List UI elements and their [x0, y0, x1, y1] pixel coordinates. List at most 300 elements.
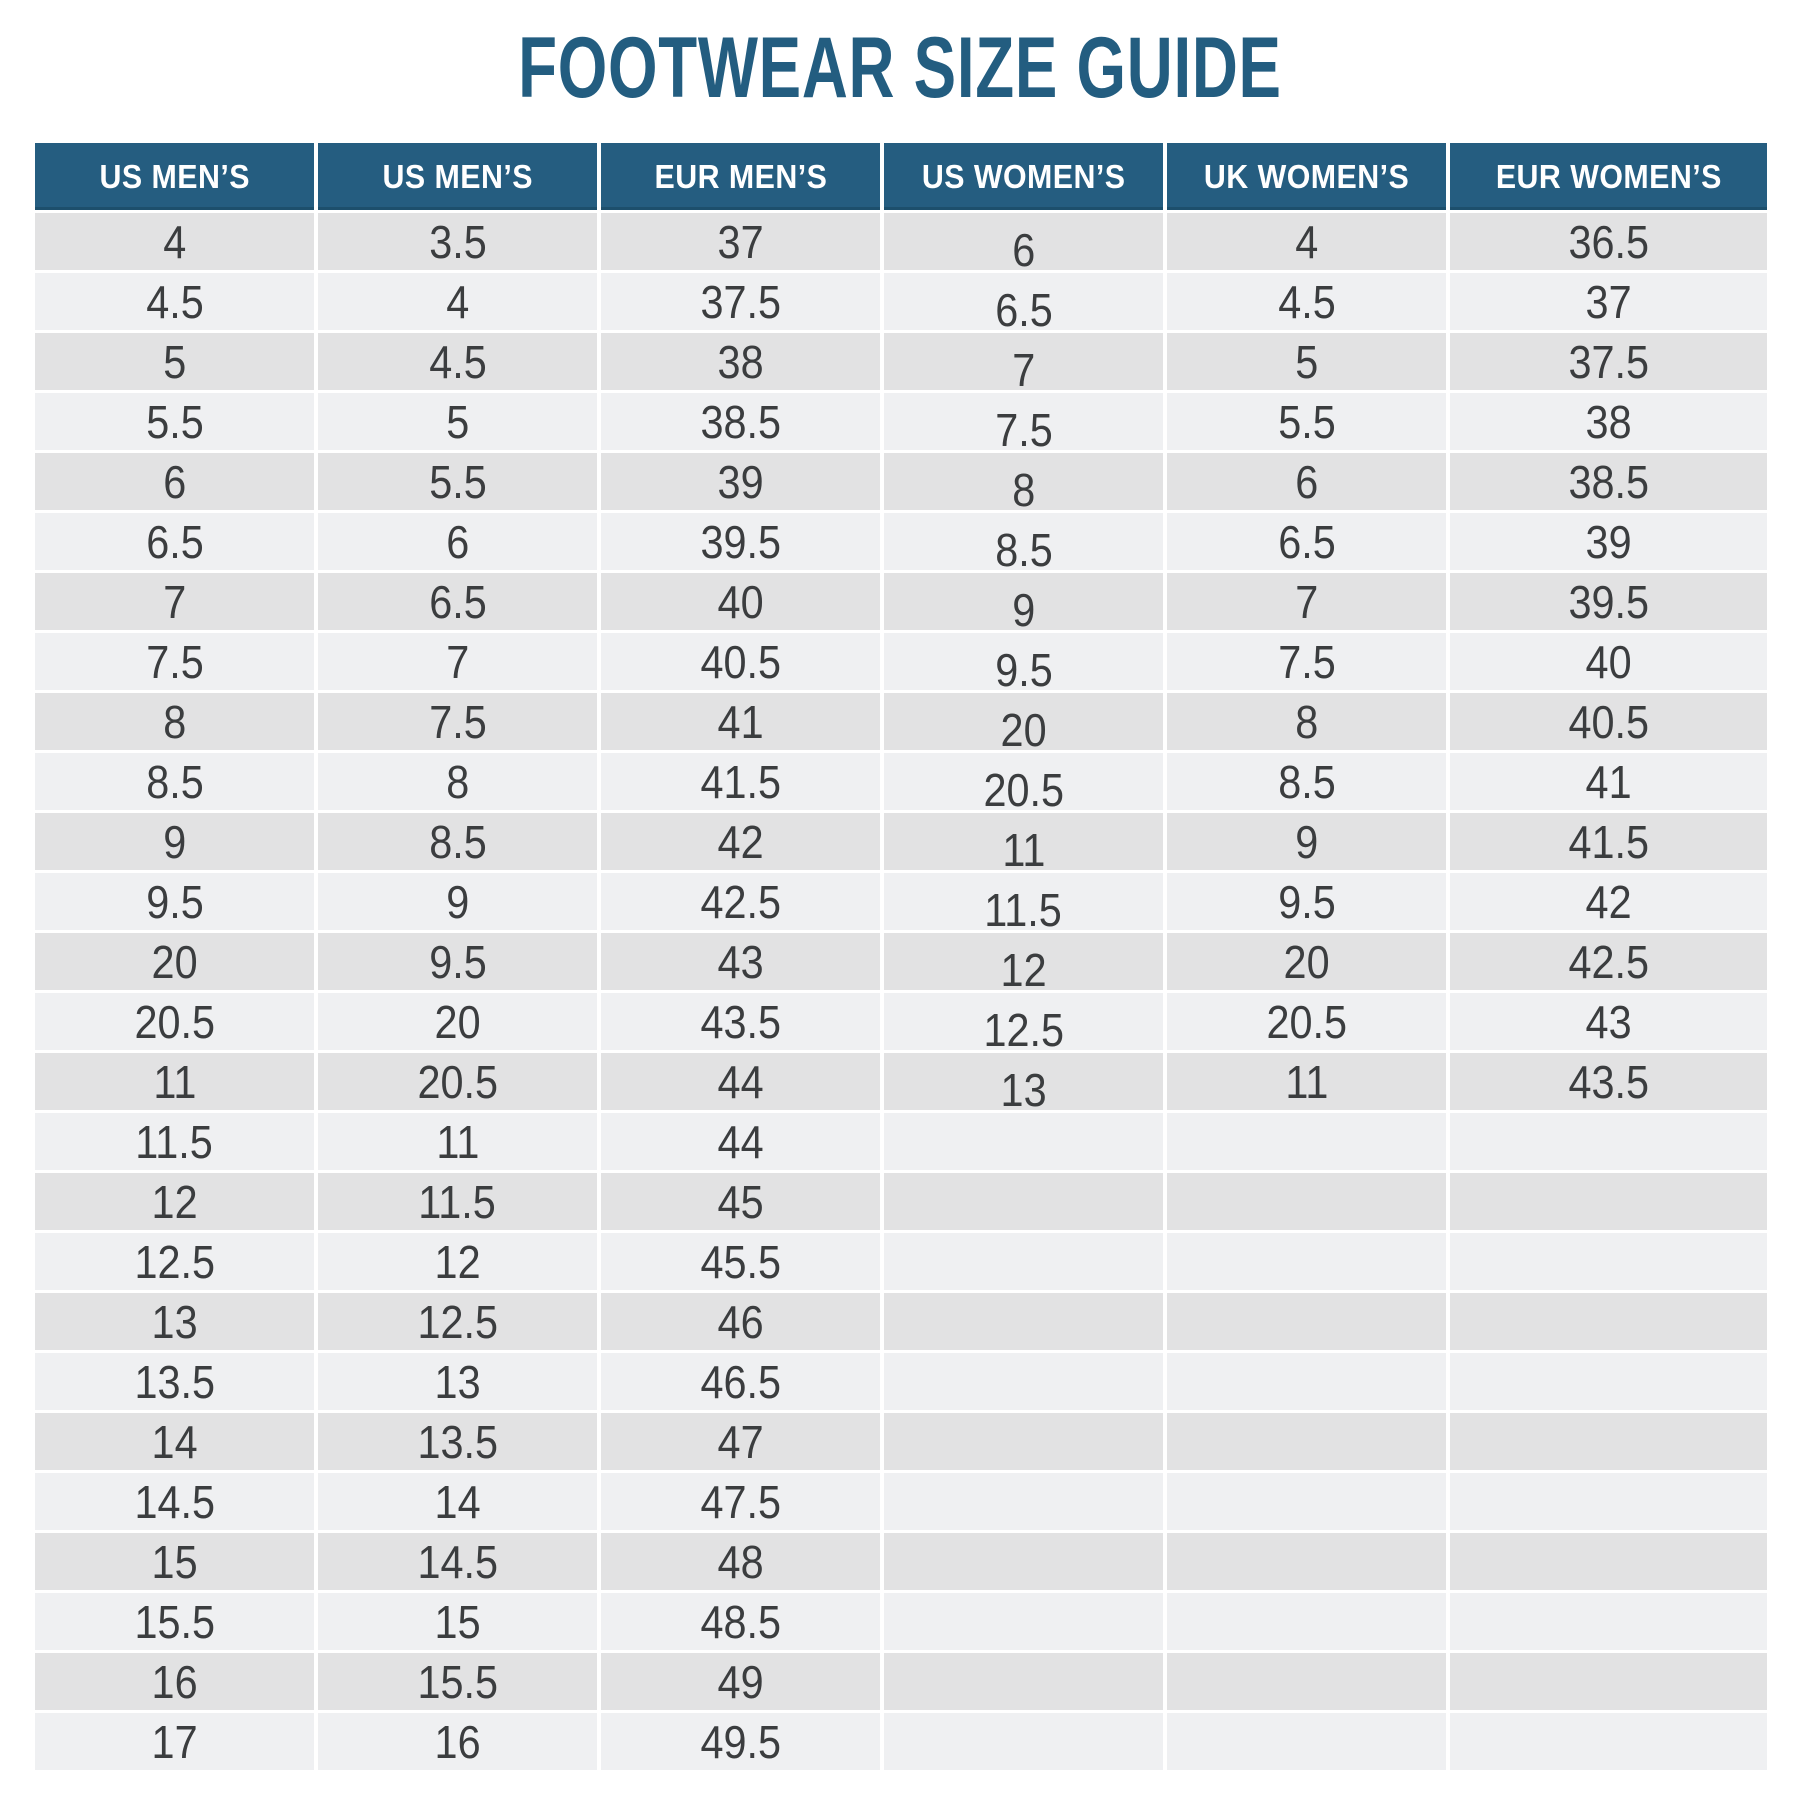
size-cell [1450, 333, 1767, 393]
size-cell [35, 393, 318, 453]
size-cell-value: 44 [717, 1055, 764, 1108]
size-cell-value: 20.5 [417, 1055, 498, 1108]
column-header-eur-mens [601, 143, 884, 213]
size-cell [1167, 813, 1450, 873]
size-cell-value: 8.5 [145, 755, 204, 808]
size-cell [601, 873, 884, 933]
size-cell-value: 16 [151, 1655, 198, 1708]
size-cell [1450, 273, 1767, 333]
size-cell [884, 573, 1167, 633]
size-cell [1167, 993, 1450, 1053]
size-cell [884, 1533, 1167, 1593]
size-cell-value: 13.5 [134, 1355, 215, 1408]
size-cell [318, 1713, 601, 1773]
size-cell-value: 13.5 [417, 1415, 498, 1468]
size-cell-value: 49.5 [700, 1715, 781, 1768]
column-header-label: UK WOMEN’S [1203, 157, 1410, 195]
size-cell [318, 1353, 601, 1413]
size-cell [1450, 1173, 1767, 1233]
size-cell-value: 38.5 [700, 395, 781, 448]
table-row [35, 333, 1767, 393]
size-cell-value: 5 [445, 395, 470, 448]
size-cell [1450, 1713, 1767, 1773]
size-cell-value: 6 [445, 515, 470, 568]
size-cell-value: 40 [1585, 635, 1632, 688]
size-cell [318, 933, 601, 993]
size-cell [35, 1653, 318, 1713]
size-cell [318, 1233, 601, 1293]
size-cell [601, 273, 884, 333]
size-cell [1167, 933, 1450, 993]
column-header-us-mens-1 [35, 143, 318, 213]
table-row [35, 1053, 1767, 1113]
size-cell [884, 933, 1167, 993]
size-cell [1450, 993, 1767, 1053]
size-cell [884, 813, 1167, 873]
table-row [35, 633, 1767, 693]
size-cell [1450, 393, 1767, 453]
size-cell [884, 273, 1167, 333]
size-cell-value: 4.5 [145, 275, 204, 328]
size-cell-value: 49 [717, 1655, 764, 1708]
size-cell [1167, 1473, 1450, 1533]
size-cell [884, 1053, 1167, 1113]
column-header-label: US MEN’S [99, 157, 250, 195]
size-cell-value: 46 [717, 1295, 764, 1348]
size-cell-value: 8 [1011, 463, 1036, 513]
size-cell [35, 453, 318, 513]
size-cell [884, 213, 1167, 273]
size-cell-value: 11.5 [418, 1175, 497, 1228]
size-cell-value: 39.5 [700, 515, 781, 568]
size-cell-value: 12.5 [417, 1295, 498, 1348]
table-row [35, 1353, 1767, 1413]
size-cell [1167, 1533, 1450, 1593]
size-table-header [35, 143, 1767, 213]
size-cell-value: 7 [445, 635, 470, 688]
size-cell [1450, 1353, 1767, 1413]
size-cell-value: 43 [1585, 995, 1632, 1048]
size-cell [1167, 1053, 1450, 1113]
size-cell [884, 1473, 1167, 1533]
size-cell [318, 1173, 601, 1233]
column-header-eur-womens [1450, 143, 1767, 213]
size-cell-value: 39 [1585, 515, 1632, 568]
column-header-uk-womens [1167, 143, 1450, 213]
size-cell [884, 633, 1167, 693]
size-cell-value: 6.5 [145, 515, 204, 568]
size-cell-value: 37 [1585, 275, 1632, 328]
size-cell [884, 1233, 1167, 1293]
size-cell [601, 453, 884, 513]
size-cell-value: 6.5 [1277, 515, 1336, 568]
size-cell [35, 273, 318, 333]
size-cell-value: 9 [1011, 583, 1036, 633]
size-cell-value: 40 [717, 575, 764, 628]
size-cell-value: 8.5 [994, 523, 1053, 573]
size-cell [1450, 513, 1767, 573]
size-cell [318, 873, 601, 933]
size-cell-value: 5 [1294, 335, 1319, 388]
size-cell [1450, 1233, 1767, 1293]
size-cell [601, 933, 884, 993]
size-cell-value: 41.5 [700, 755, 781, 808]
size-cell [318, 1113, 601, 1173]
size-cell [318, 753, 601, 813]
size-cell-value: 43.5 [1568, 1055, 1649, 1108]
size-cell [884, 1653, 1167, 1713]
size-cell [35, 1173, 318, 1233]
size-cell-value: 5 [162, 335, 187, 388]
size-cell [1167, 753, 1450, 813]
size-cell [884, 1113, 1167, 1173]
size-cell-value: 15.5 [417, 1655, 498, 1708]
size-cell-value: 37.5 [1568, 335, 1649, 388]
size-cell-value: 9.5 [145, 875, 204, 928]
size-cell-value: 9 [162, 815, 187, 868]
column-header-label: US MEN’S [382, 157, 533, 195]
size-cell [35, 753, 318, 813]
size-cell [1167, 453, 1450, 513]
size-cell-value: 9 [1294, 815, 1319, 868]
size-cell [884, 1173, 1167, 1233]
size-cell [884, 1593, 1167, 1653]
size-cell-value: 7.5 [428, 695, 487, 748]
size-cell-value: 7 [1011, 343, 1036, 393]
size-cell-value: 8.5 [428, 815, 487, 868]
table-row [35, 573, 1767, 633]
size-cell-value: 11.5 [984, 883, 1063, 933]
size-cell [601, 1653, 884, 1713]
table-row [35, 1113, 1767, 1173]
size-cell-value: 43.5 [700, 995, 781, 1048]
size-cell [601, 333, 884, 393]
size-cell-value: 15.5 [134, 1595, 215, 1648]
size-cell-value: 42 [717, 815, 764, 868]
size-cell [1167, 573, 1450, 633]
size-cell-value: 7.5 [994, 403, 1053, 453]
size-cell [1167, 393, 1450, 453]
size-cell [884, 873, 1167, 933]
size-cell [601, 1473, 884, 1533]
size-cell [601, 1533, 884, 1593]
size-cell [318, 1653, 601, 1713]
size-cell [1167, 693, 1450, 753]
size-cell-value: 42 [1585, 875, 1632, 928]
size-cell [601, 633, 884, 693]
size-cell [35, 1413, 318, 1473]
size-cell-value: 6.5 [428, 575, 487, 628]
size-cell [884, 993, 1167, 1053]
size-cell [601, 1233, 884, 1293]
size-cell-value: 38 [1585, 395, 1632, 448]
size-cell-value: 39 [717, 455, 764, 508]
size-cell-value: 8 [1294, 695, 1319, 748]
size-cell-value: 20 [151, 935, 198, 988]
size-cell [601, 1053, 884, 1113]
size-cell-value: 11 [1284, 1055, 1328, 1108]
size-cell-value: 47.5 [700, 1475, 781, 1528]
size-cell [318, 1533, 601, 1593]
size-cell [601, 993, 884, 1053]
size-cell [1167, 633, 1450, 693]
size-cell [884, 393, 1167, 453]
table-row [35, 213, 1767, 273]
size-cell [318, 393, 601, 453]
size-cell [601, 753, 884, 813]
size-cell-value: 4.5 [1277, 275, 1336, 328]
size-cell-value: 41 [717, 695, 764, 748]
size-cell [1450, 1473, 1767, 1533]
size-cell [35, 1473, 318, 1533]
size-cell [35, 993, 318, 1053]
size-cell [884, 513, 1167, 573]
size-cell [1167, 1653, 1450, 1713]
size-cell [1450, 1593, 1767, 1653]
size-cell-value: 13 [434, 1355, 481, 1408]
size-cell-value: 40.5 [700, 635, 781, 688]
size-cell [1450, 453, 1767, 513]
size-cell [1450, 933, 1767, 993]
page-title [0, 0, 1800, 116]
table-row [35, 1593, 1767, 1653]
size-cell [318, 453, 601, 513]
size-cell-value: 6 [1294, 455, 1319, 508]
size-cell [35, 873, 318, 933]
size-cell-value: 37 [717, 215, 764, 268]
size-cell [318, 693, 601, 753]
size-cell-value: 12.5 [134, 1235, 215, 1288]
size-cell [35, 933, 318, 993]
size-cell [1450, 1293, 1767, 1353]
size-cell [1167, 1113, 1450, 1173]
size-cell [601, 1353, 884, 1413]
size-cell-value: 11 [435, 1115, 479, 1168]
size-cell-value: 15 [151, 1535, 198, 1588]
table-row [35, 273, 1767, 333]
size-cell-value: 15 [434, 1595, 481, 1648]
size-cell-value: 6 [1011, 223, 1036, 273]
size-cell-value: 14 [151, 1415, 198, 1468]
size-cell-value: 8 [445, 755, 470, 808]
size-cell-value: 20 [434, 995, 481, 1048]
size-cell [884, 453, 1167, 513]
size-cell-value: 11 [152, 1055, 196, 1108]
size-cell-value: 38.5 [1568, 455, 1649, 508]
size-cell [601, 1293, 884, 1353]
size-cell-value: 47 [717, 1415, 764, 1468]
size-cell-value: 12 [434, 1235, 481, 1288]
size-cell-value: 37.5 [700, 275, 781, 328]
size-cell-value: 6 [162, 455, 187, 508]
size-cell-value: 7.5 [1277, 635, 1336, 688]
page-title-text: FOOTWEAR SIZE GUIDE [518, 20, 1282, 116]
size-cell-value: 3.5 [428, 215, 487, 268]
size-cell [318, 1473, 601, 1533]
size-cell [35, 1293, 318, 1353]
size-cell [1167, 513, 1450, 573]
size-cell [1450, 1413, 1767, 1473]
size-cell [318, 1413, 601, 1473]
size-cell-value: 38 [717, 335, 764, 388]
size-cell-value: 8.5 [1277, 755, 1336, 808]
size-cell [1450, 213, 1767, 273]
table-row [35, 933, 1767, 993]
size-cell-value: 11 [1001, 823, 1045, 873]
size-cell [601, 213, 884, 273]
size-cell [1450, 573, 1767, 633]
size-cell [35, 1113, 318, 1173]
size-cell [1167, 273, 1450, 333]
size-cell [35, 1713, 318, 1773]
size-cell [1167, 1593, 1450, 1653]
size-cell [1167, 1293, 1450, 1353]
size-cell-value: 46.5 [700, 1355, 781, 1408]
size-cell-value: 4 [445, 275, 470, 328]
size-cell [601, 1113, 884, 1173]
table-row [35, 1473, 1767, 1533]
size-cell [318, 333, 601, 393]
table-row [35, 873, 1767, 933]
size-cell [35, 1593, 318, 1653]
size-cell-value: 45.5 [700, 1235, 781, 1288]
size-cell [1450, 1533, 1767, 1593]
size-cell-value: 9.5 [428, 935, 487, 988]
size-cell [601, 1713, 884, 1773]
size-cell [35, 633, 318, 693]
size-cell [601, 393, 884, 453]
size-cell [35, 573, 318, 633]
size-cell [884, 1713, 1167, 1773]
size-cell-value: 20.5 [134, 995, 215, 1048]
size-cell [35, 1533, 318, 1593]
size-cell-value: 13 [1000, 1063, 1047, 1113]
column-header-us-womens [884, 143, 1167, 213]
size-cell-value: 14.5 [417, 1535, 498, 1588]
size-cell [318, 633, 601, 693]
size-cell-value: 20 [1283, 935, 1330, 988]
size-cell-value: 41.5 [1568, 815, 1649, 868]
column-header-label: EUR WOMEN’S [1495, 157, 1722, 195]
size-cell-value: 17 [151, 1715, 198, 1768]
size-cell-value: 39.5 [1568, 575, 1649, 628]
size-cell [884, 753, 1167, 813]
size-cell [884, 1413, 1167, 1473]
size-cell-value: 9.5 [994, 643, 1053, 693]
size-cell-value: 41 [1585, 755, 1632, 808]
size-cell [1167, 1413, 1450, 1473]
size-cell [35, 1353, 318, 1413]
size-cell [35, 333, 318, 393]
table-row [35, 453, 1767, 513]
size-cell [884, 1353, 1167, 1413]
size-cell-value: 12 [1000, 943, 1047, 993]
size-cell [601, 1173, 884, 1233]
size-cell [1450, 1053, 1767, 1113]
size-table-body [35, 213, 1767, 1773]
size-cell [1167, 333, 1450, 393]
size-cell [601, 573, 884, 633]
column-header-us-mens-2 [318, 143, 601, 213]
header-row [35, 143, 1767, 213]
size-cell [601, 1593, 884, 1653]
size-cell [1450, 693, 1767, 753]
size-cell-value: 7.5 [145, 635, 204, 688]
size-cell-value: 9 [445, 875, 470, 928]
table-row [35, 1653, 1767, 1713]
size-cell [601, 1413, 884, 1473]
size-cell-value: 42.5 [700, 875, 781, 928]
size-cell [318, 573, 601, 633]
size-cell [35, 1233, 318, 1293]
size-cell [1167, 1173, 1450, 1233]
size-cell-value: 45 [717, 1175, 764, 1228]
size-cell [884, 1293, 1167, 1353]
size-cell-value: 12 [151, 1175, 198, 1228]
size-cell-value: 16 [434, 1715, 481, 1768]
size-cell [601, 693, 884, 753]
size-cell [318, 993, 601, 1053]
size-cell [1167, 1713, 1450, 1773]
size-cell-value: 11.5 [135, 1115, 214, 1168]
size-cell-value: 14.5 [134, 1475, 215, 1528]
table-row [35, 1413, 1767, 1473]
size-cell [601, 513, 884, 573]
size-cell-value: 4 [162, 215, 187, 268]
size-cell [1167, 873, 1450, 933]
table-row [35, 1293, 1767, 1353]
size-cell-value: 20.5 [983, 763, 1064, 813]
size-cell [318, 213, 601, 273]
size-cell [318, 1293, 601, 1353]
size-cell-value: 4 [1294, 215, 1319, 268]
size-cell [1450, 813, 1767, 873]
size-table [35, 143, 1767, 1773]
size-cell [1450, 633, 1767, 693]
size-cell-value: 48 [717, 1535, 764, 1588]
size-cell-value: 7 [1294, 575, 1319, 628]
table-row [35, 1173, 1767, 1233]
size-cell-value: 43 [717, 935, 764, 988]
size-cell-value: 5.5 [1277, 395, 1336, 448]
table-row [35, 1713, 1767, 1773]
size-cell-value: 14 [434, 1475, 481, 1528]
size-cell-value: 48.5 [700, 1595, 781, 1648]
size-cell [1450, 1653, 1767, 1713]
size-cell-value: 12.5 [983, 1003, 1064, 1053]
table-row [35, 513, 1767, 573]
size-cell-value: 4.5 [428, 335, 487, 388]
table-row [35, 693, 1767, 753]
size-cell [1450, 873, 1767, 933]
size-cell-value: 40.5 [1568, 695, 1649, 748]
size-cell [35, 513, 318, 573]
size-cell-value: 44 [717, 1115, 764, 1168]
size-cell [318, 1593, 601, 1653]
size-cell [1167, 1233, 1450, 1293]
size-cell-value: 5.5 [145, 395, 204, 448]
size-cell [884, 693, 1167, 753]
size-cell [35, 213, 318, 273]
table-row [35, 813, 1767, 873]
table-row [35, 393, 1767, 453]
table-row [35, 753, 1767, 813]
size-cell-value: 42.5 [1568, 935, 1649, 988]
column-header-label: US WOMEN’S [921, 157, 1126, 195]
size-cell-value: 8 [162, 695, 187, 748]
size-cell [1450, 753, 1767, 813]
size-cell-value: 13 [151, 1295, 198, 1348]
